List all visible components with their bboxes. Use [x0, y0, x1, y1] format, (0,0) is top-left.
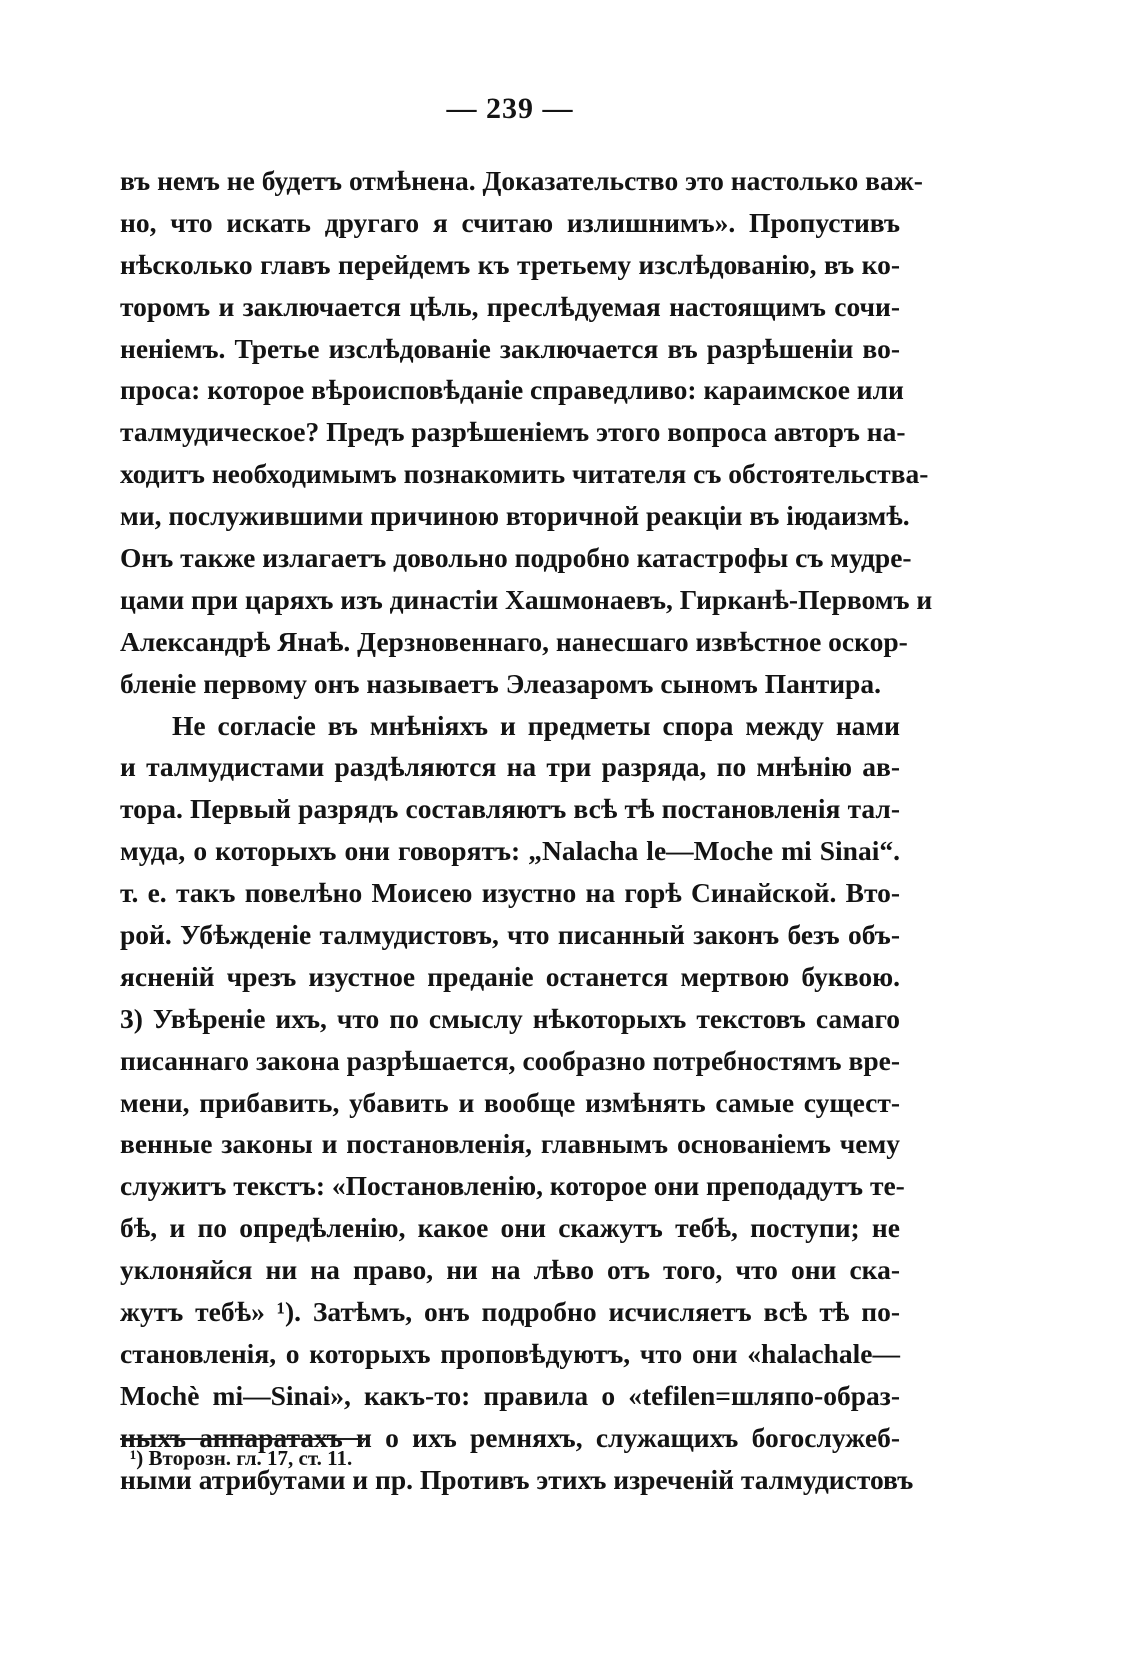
- text-line: торомъ и заключается цѣль, преслѣдуемая настоящимъ сочи-: [120, 290, 900, 322]
- text-line: проса: которое вѣроисповѣданіе справедливо: караимское или: [120, 374, 904, 406]
- text-line: цами при царяхъ изъ династіи Хашмонаевъ, Гирканѣ-Первомъ и: [120, 583, 933, 615]
- text-line: неніемъ. Третье изслѣдованіе заключается въ разрѣшеніи во-: [120, 332, 900, 364]
- text-line: нѣсколько главъ перейдемъ къ третьему изслѣдованію, въ ко-: [120, 248, 900, 280]
- text-line: служитъ текстъ: «Постановленію, которое они преподадутъ те-: [120, 1170, 905, 1202]
- text-line: но, что искать другаго я считаю излишнимъ». Пропустивъ: [120, 206, 900, 238]
- footnote-mark: ¹): [130, 1446, 144, 1470]
- text-line: и талмудистами раздѣляются на три разряда, по мнѣнію ав-: [120, 751, 900, 783]
- text-line: жутъ тебѣ» ¹). Затѣмъ, онъ подробно исчисляетъ всѣ тѣ по-: [120, 1296, 900, 1328]
- footnote-text: Второзн. гл. 17, ст. 11.: [148, 1446, 353, 1470]
- text-line: Онъ также излагаетъ довольно подробно катастрофы съ мудре-: [120, 542, 912, 574]
- text-line: рой. Убѣжденіе талмудистовъ, что писанный законъ безъ объ-: [120, 919, 900, 951]
- text-line: Александрѣ Янаѣ. Дерзновеннаго, нанесшаго извѣстное оскор-: [120, 625, 908, 657]
- text-line: ми, послужившими причиною вторичной реакціи въ іюдаизмѣ.: [120, 500, 910, 532]
- text-line: бленіе первому онъ называетъ Элеазаромъ сыномъ Пантира.: [120, 667, 881, 699]
- page-number: — 239 —: [446, 92, 574, 125]
- text-line: венные законы и постановленія, главнымъ основаніемъ чему: [120, 1128, 900, 1160]
- text-line: мени, прибавить, убавить и вообще измѣнять самые сущест-: [120, 1086, 900, 1118]
- text-line: ными атрибутами и пр. Противъ этихъ изреченій талмудистовъ: [120, 1463, 914, 1495]
- text-line: талмудическое? Предъ разрѣшеніемъ этого вопроса авторъ на-: [120, 416, 906, 448]
- text-line: муда, о которыхъ они говорятъ: „Nalacha le—Moche mi Sinai“.: [120, 835, 900, 867]
- text-line: становленія, о которыхъ проповѣдуютъ, что они «halachale—: [120, 1337, 900, 1369]
- footnote: [120, 1446, 900, 1471]
- text-line: уклоняйся ни на право, ни на лѣво отъ того, что они ска-: [120, 1254, 900, 1286]
- text-line: бѣ, и по опредѣленію, какое они скажутъ тебѣ, поступи; не: [120, 1212, 900, 1244]
- text-line: ясненій чрезъ изустное преданіе останется мертвою буквою.: [120, 960, 900, 992]
- text-line: въ немъ не будетъ отмѣнена. Доказательство это настолько важ-: [120, 165, 923, 196]
- text-line: ныхъ аппаратахъ и о ихъ ремняхъ, служащихъ богослужеб-: [120, 1421, 900, 1453]
- text-line: ходитъ необходимымъ познакомить читателя съ обстоятельства-: [120, 458, 929, 490]
- text-line: писаннаго закона разрѣшается, сообразно потребностямъ вре-: [120, 1044, 900, 1076]
- footnote-divider: [120, 1438, 370, 1440]
- paragraph-first-line: Не согласіе въ мнѣніяхъ и предметы спора между нами: [172, 709, 900, 741]
- page-body-text: [120, 160, 933, 1501]
- text-line: Mochè mi—Sinai», какъ-то: правила о «tefilen=шляпо-образ-: [120, 1379, 900, 1411]
- text-line: 3) Увѣреніе ихъ, что по смыслу нѣкоторыхъ текстовъ самаго: [120, 1002, 900, 1034]
- book-page: [120, 0, 933, 1667]
- text-line: тора. Первый разрядъ составляютъ всѣ тѣ постановленія тал-: [120, 793, 900, 825]
- text-line: т. е. такъ повелѣно Моисею изустно на горѣ Синайской. Вто-: [120, 877, 900, 909]
